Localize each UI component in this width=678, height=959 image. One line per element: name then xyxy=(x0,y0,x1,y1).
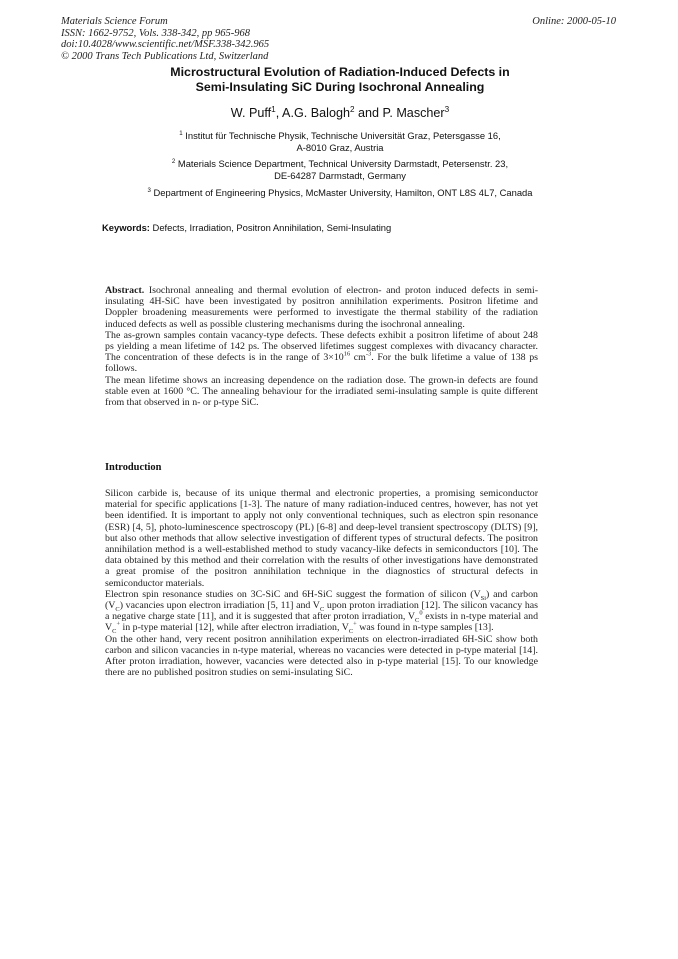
author-list xyxy=(60,106,620,120)
publication-info xyxy=(61,16,361,62)
author-2: A.G. Balogh xyxy=(282,106,350,120)
author-1: W. Puff xyxy=(230,106,272,120)
abstract xyxy=(105,285,538,408)
author-1-affiliation: 1 xyxy=(271,104,276,114)
author-separator: , xyxy=(275,106,283,120)
author-3-affiliation: 3 xyxy=(444,104,450,114)
author-separator: and xyxy=(354,106,383,120)
title-line-2: Semi-Insulating SiC During Isochronal Annealing xyxy=(195,79,485,94)
abstract-label: Abstract. xyxy=(105,285,145,296)
body-paragraph: Electron spin resonance studies on 3C-SiC and 6H-SiC suggest the formation of silicon $(V_{Si})$ and carbon $(V_C)$ vacancies upon electron irradiation [5, 11] and $V_C$ upon proton irradiation [12]. The silicon vacancy has a negative charge state [11], and it is suggested that after proton irradiation, $V_C^0$ exists in n-type material and $V_C^+$ in p-type material [12], while after electron irradiation, $V_C^+$ was found in n-type samples [13]. xyxy=(105,588,539,636)
keywords-label: Keywords: xyxy=(102,222,150,233)
affiliation-line: A-8010 Graz, Austria xyxy=(296,142,384,153)
affiliation-line: Institut für Technische Physik, Technische Universität Graz, Petersgasse 16, xyxy=(185,130,501,141)
copyright-line: © 2000 Trans Tech Publications Ltd, Switzerland xyxy=(61,50,269,62)
section-heading: Introduction xyxy=(105,462,162,473)
author-3: P. Mascher xyxy=(382,106,445,120)
affiliation-line: DE-64287 Darmstadt, Germany xyxy=(274,170,406,181)
affiliation-number: 2 xyxy=(171,157,176,165)
body-paragraph: On the other hand, very recent positron annihilation experiments on electron-irradiated 6H-SiC show both carbon and silicon vacancies in n-type material, whereas no vacancies were detected in p-type material [14]. After proton irradiation, however, vacancies were detected also in p-type material [15]. To our knowledge there are no published positron studies on semi-insulating SiC. xyxy=(105,633,538,679)
journal-name: Materials Science Forum xyxy=(61,16,168,27)
doi-line: doi:10.4028/www.scientific.net/MSF.338-342.965 xyxy=(61,39,270,50)
affiliation-3 xyxy=(60,187,620,199)
introduction-body xyxy=(105,488,538,678)
issn-line: ISSN: 1662-9752, Vols. 338-342, pp 965-968 xyxy=(61,27,250,39)
affiliation-line: Materials Science Department, Technical University Darmstadt, Petersenstr. 23, xyxy=(177,158,509,169)
affiliation-1 xyxy=(60,130,620,154)
affiliation-2 xyxy=(60,158,620,182)
abstract-paragraph: The mean lifetime shows an increasing dependence on the radiation dose. The grown-in defects are found stable even at 1600 °C. The annealing behaviour for the irradiated semi-insulating sample is quite different from that observed in n- or p-type SiC. xyxy=(105,374,538,409)
affiliation-number: 1 xyxy=(179,129,183,137)
body-paragraph: Silicon carbide is, because of its unique thermal and electronic properties, a promising semiconductor material for specific applications [1-3]. The nature of many radiation-induced centres, however, has not yet been identified. It is important to apply not only conventional techniques, such as electron spin resonance (ESR) [4, 5], photo-luminescence spectroscopy (PL) [6-8] and deep-level transient spectroscopy (DLTS) [9], but also other methods that allow selective investigation of different types of structural defects. The positron annihilation method is a well-established method to study vacancy-like defects in semiconductors [10]. The data obtained by this method and their correlation with the results of other investigations have demonstrated a great promise of the positron annihilation technique in the diagnostics of structural defects in semiconductor materials. xyxy=(105,488,538,589)
affiliation-line: Department of Engineering Physics, McMaster University, Hamilton, ONT L8S 4L7, Canada xyxy=(153,187,533,198)
keywords-text: Defects, Irradiation, Positron Annihilation, Semi-Insulating xyxy=(149,222,392,233)
keywords xyxy=(102,222,391,233)
paper-title xyxy=(60,65,620,94)
author-2-affiliation: 2 xyxy=(349,104,355,114)
abstract-paragraph: The as-grown samples contain vacancy-type defects. These defects exhibit a positron lifetime of about 248 ps yielding a mean lifetime of 142 ps. The observed lifetimes suggest complexes with divacancy character. The concentration of these defects is in the range of $3\times 10^{16}$ $cm^{-3}$. For the bulk lifetime a value of 138 ps follows. xyxy=(105,329,538,375)
affiliation-number: 3 xyxy=(147,186,151,194)
online-date: Online: 2000-05-10 xyxy=(532,16,616,27)
title-line-1: Microstructural Evolution of Radiation-Induced Defects in xyxy=(170,65,510,79)
abstract-paragraph: Abstract. Isochronal annealing and thermal evolution of electron- and proton induced defects in semi-insulating 4H-SiC have been investigated by positron annihilation experiments. Positron lifetime and Doppler broadening measurements were performed to investigate the thermal stability of the radiation induced defects as well as possible clustering mechanisms during the isochronal annealing. xyxy=(105,285,538,330)
